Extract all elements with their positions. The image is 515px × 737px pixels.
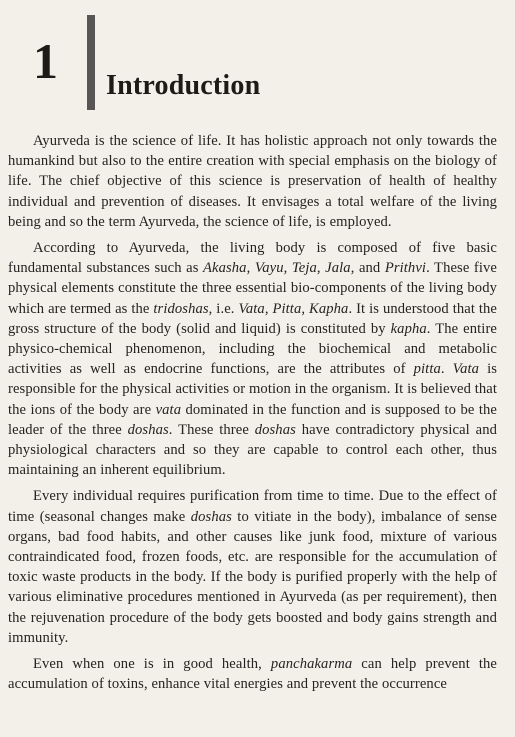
text-run: , (283, 260, 292, 277)
text-run: Ayurveda is the science of life. It has holistic approach not only towards the humankind but also to the entire creation with special emphasis on the biology of life. The chief objective of this science is preservation of health of healthy individual and prevention of diseases. It envisages a total welfare of the living being and so the term Ayurveda, the science of life, is employed. (8, 133, 497, 230)
text-run: , and (350, 260, 385, 277)
text-run: to vitiate in the body), imbalance of sense organs, bad food habits, and other causes like junk food, mixture of various contraindicated food, frozen foods, etc. are responsible for the accumulation of toxic waste products in the body. If the body is purified properly with the help of various eliminative procedures mentioned in Ayurveda (as per requirement), then the rejuvenation procedure of the body gets boosted and body gains strength and immunity. (8, 508, 497, 646)
paragraph (8, 486, 497, 648)
italic-term: Teja (291, 260, 317, 277)
text-run: . These three (168, 421, 255, 438)
text-run: . The entire physico-chemical phenomenon, including the biochemical and metabolic activities as well as endocrine functions, are the attributes of (8, 320, 497, 378)
italic-term: Kapha (309, 300, 349, 317)
italic-term: pitta (413, 361, 441, 378)
text-run: , (316, 260, 326, 277)
italic-term: doshas (127, 421, 169, 438)
italic-term: doshas (254, 421, 296, 438)
chapter-title: Introduction (106, 70, 261, 101)
italic-term: Jala (325, 260, 351, 277)
text-run: . It is understood that the gross structure of the body (solid and liquid) is constituted by (8, 300, 498, 337)
italic-term: Pitta (272, 300, 302, 317)
text-run: , (301, 300, 310, 317)
paragraph (8, 238, 497, 480)
italic-term: Akasha (203, 260, 247, 277)
chapter-heading (0, 0, 515, 120)
chapter-divider-bar (87, 15, 95, 110)
italic-term: tridoshas (153, 300, 209, 317)
italic-term: Vata (238, 300, 265, 317)
italic-term: Vayu (254, 260, 284, 277)
italic-term: Prithvi (384, 260, 427, 277)
paragraph (8, 131, 497, 232)
text-run: Even when one is in good health, (33, 656, 271, 673)
italic-term: kapha (390, 320, 427, 337)
text-run: have contradictory physical and physiological characters and so they are capable to control each other, thus maintaining an inherent equilibrium. (8, 421, 497, 479)
body-text (8, 131, 497, 700)
text-run: , (264, 300, 273, 317)
text-run: , (246, 260, 255, 277)
text-run: . (440, 361, 453, 378)
text-run: . These five physical elements constitute the three essential bio-components of the living body which are termed as the (8, 260, 497, 317)
text-run: According to Ayurveda, the living body is composed of five basic fundamental substances such as (8, 240, 497, 277)
text-run: Every individual requires purification from time to time. Due to the effect of time (seasonal changes make (8, 488, 497, 525)
italic-term: Vata (452, 361, 480, 378)
text-run: can help prevent the accumulation of toxins, enhance vital energies and prevent the occurrence (8, 656, 497, 693)
italic-term: vata (155, 401, 182, 418)
italic-term: doshas (190, 508, 232, 525)
text-run: dominated in the function and is supposed to be the leader of the three (8, 401, 497, 438)
text-run: , i.e. (208, 300, 239, 317)
italic-term: panchakarma (270, 656, 353, 673)
paragraph (8, 654, 497, 694)
text-run: is responsible for the physical activities or motion in the organism. It is believed that the ions of the body are (8, 361, 498, 418)
chapter-number: 1 (33, 33, 58, 89)
